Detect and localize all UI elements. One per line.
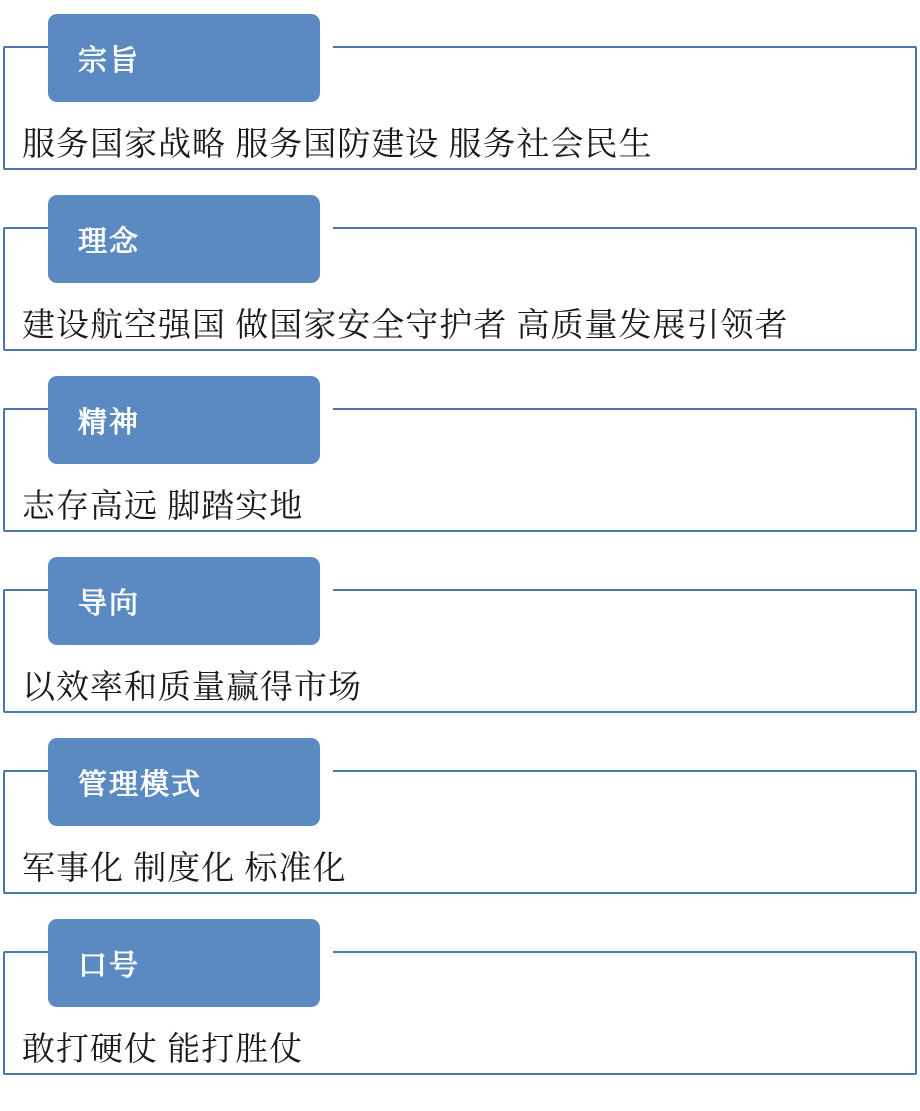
- row-body-text: 军事化 制度化 标准化: [22, 851, 347, 887]
- diagram-row: [0, 181, 920, 362]
- row-label-badge: [48, 919, 320, 1007]
- row-label-text: 管理模式: [78, 768, 203, 801]
- diagram-row: [0, 905, 920, 1086]
- row-label-text: 理念: [78, 225, 141, 258]
- row-label-badge: [48, 14, 320, 102]
- row-label-text: 口号: [78, 949, 141, 982]
- row-label-text: 精神: [78, 406, 141, 439]
- diagram-row: [0, 362, 920, 543]
- row-label-badge: [48, 738, 320, 826]
- diagram-row: [0, 724, 920, 905]
- row-label-badge: [48, 376, 320, 464]
- diagram-row: [0, 543, 920, 724]
- row-body-text: 以效率和质量赢得市场: [22, 670, 362, 706]
- row-label-text: 宗旨: [78, 44, 141, 77]
- row-label-text: 导向: [78, 587, 141, 620]
- row-body-text: 建设航空强国 做国家安全守护者 高质量发展引领者: [22, 308, 789, 344]
- row-body-text: 服务国家战略 服务国防建设 服务社会民生: [22, 127, 653, 163]
- row-label-badge: [48, 557, 320, 645]
- row-body-text: 志存高远 脚踏实地: [22, 489, 304, 525]
- diagram-row: [0, 0, 920, 181]
- row-body-text: 敢打硬仗 能打胜仗: [22, 1032, 304, 1068]
- row-label-badge: [48, 195, 320, 283]
